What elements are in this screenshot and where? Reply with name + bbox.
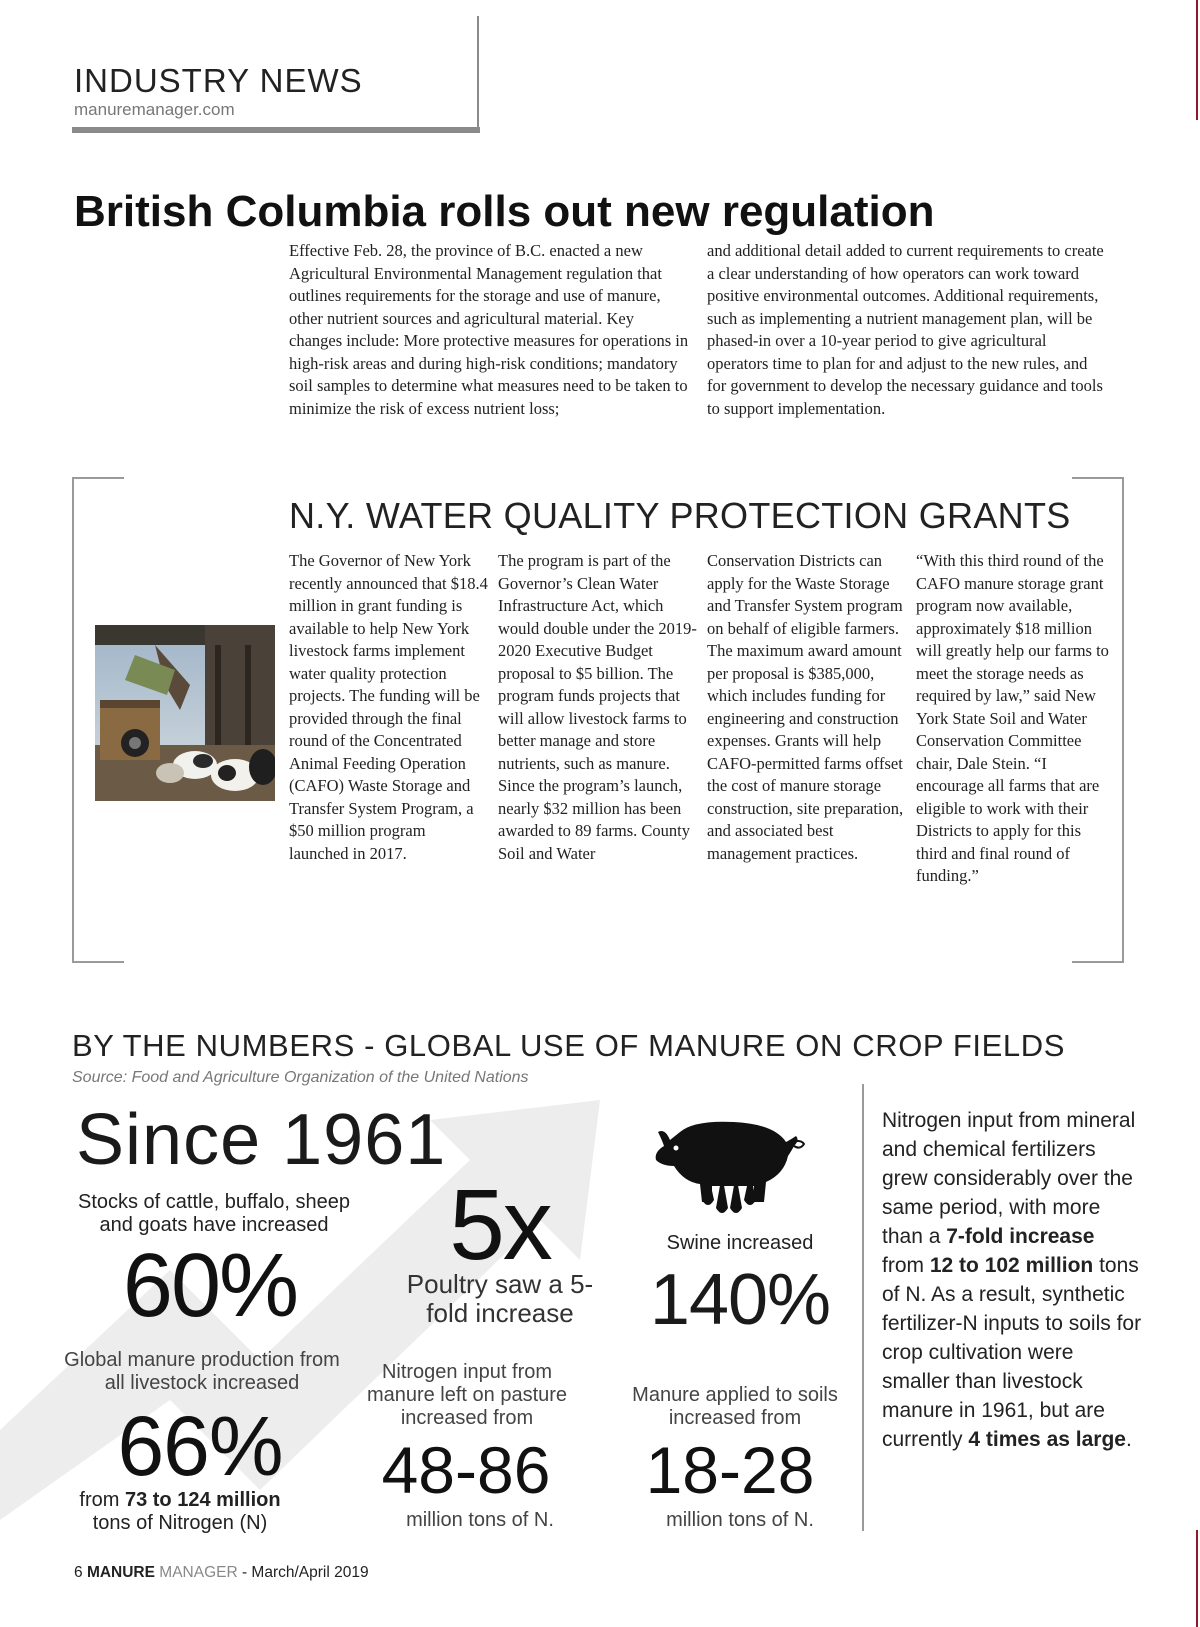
pasture-caption: Nitrogen input from manure left on pasture increased from: [366, 1361, 568, 1429]
bc-article-column-1: Effective Feb. 28, the province of B.C. enacted a new Agricultural Environmental Management regulation that outlines requirements for the storage and use of manure, other nutrient sources and agricultural material. Key changes include: More protective measures for operations in high-risk areas and during high-risk conditions; mandatory soil samples to determine what measures need to be taken to minimize the risk of excess nutrient loss;: [289, 241, 689, 418]
range-prefix: from: [79, 1489, 125, 1511]
ny-article-column-2: The program is part of the Governor’s Clean Water Infrastructure Act, which would double under the 2019-2020 Executive Budget proposal to $5 billion. The program funds projects that will allow livestock farms to better manage and store nutrients, such as manure. Since the program’s launch, nearly $32 million has been awarded to 89 farms. County Soil and Water: [498, 551, 697, 863]
manure-applied-unit: million tons of N.: [666, 1509, 814, 1531]
global-manure-caption: Global manure production from all livestock increased: [64, 1349, 340, 1394]
nitrogen-bold: 4 times as large: [968, 1428, 1126, 1451]
poultry-stat: 5x: [449, 1169, 551, 1281]
footer-brand-bold: MANURE: [86, 1564, 155, 1581]
ny-article-column-1: The Governor of New York recently announced that $18.4 million in grant funding is available to help New York livestock farms implement water quality protection projects. The funding will be provided through the final round of the Concentrated Animal Feeding Operation (CAFO) Waste Storage and Transfer System Program, a $50 million program launched in 2017.: [289, 551, 488, 863]
box-bracket-right: [1122, 477, 1124, 963]
pasture-unit: million tons of N.: [406, 1509, 554, 1531]
box-bracket-left-bottom: [72, 961, 124, 963]
swine-stat: 140%: [649, 1260, 831, 1340]
pasture-stat: 48-86: [381, 1433, 551, 1507]
box-bracket-left-top: [72, 477, 124, 479]
section-url: manuremanager.com: [74, 100, 235, 119]
section-title: INDUSTRY NEWS: [74, 62, 363, 99]
nitrogen-text: tons of N. As a result, synthetic fertilizer-N inputs to soils for crop cultivation were smaller than livestock manure in 1961, but are currently: [882, 1254, 1142, 1451]
header-divider: [477, 16, 479, 133]
page-footer: [74, 1563, 369, 1583]
section-header: [74, 62, 363, 120]
range-bold: 73 to 124 million: [124, 1489, 281, 1511]
box-bracket-right-top: [1072, 477, 1124, 479]
page-number: 6: [74, 1564, 83, 1581]
nitrogen-paragraph: [882, 1106, 1142, 1454]
stocks-stat: 60%: [122, 1236, 298, 1336]
ny-article-column-4: “With this third round of the CAFO manure storage grant program now available, approximately $18 million will greatly help our farms to meet the storage needs as required by law,” said New York State Soil and Water Conservation Committee chair, Dale Stein. “I encourage all farms that are eligible to work with their Districts to apply for this third and final round of funding.”: [916, 551, 1109, 885]
ny-article-column-3: Conservation Districts can apply for the Waste Storage and Transfer System program on behalf of eligible farmers. The maximum award amount per proposal is $385,000, which includes funding for engineering and construction expenses. Grants will help CAFO-permitted farms offset the cost of manure storage construction, site preparation, and associated best management practices.: [707, 551, 904, 863]
bc-article-headline: British Columbia rolls out new regulation: [74, 187, 935, 236]
page-edge-accent: [1196, 0, 1198, 120]
cattle-barn-photo: [95, 625, 275, 801]
global-manure-stat: 66%: [117, 1399, 283, 1493]
manure-applied-stat: 18-28: [645, 1433, 815, 1507]
nitrogen-text: Nitrogen input from mineral and chemical fertilizers grew considerably over the same period, with more than a: [882, 1109, 1136, 1248]
since-year: Since 1961: [76, 1100, 447, 1180]
range-suffix: tons of Nitrogen (N): [92, 1512, 268, 1534]
bc-article-column-2: and additional detail added to current requirements to create a clear understanding of how operators can work toward positive environmental outcomes. Additional requirements, such as implementing a nutrient management plan, will be phased-in over a 10-year period to give agricultural operators time to plan for and adjust to the new rules, and for government to develop the necessary guidance and tools to support implementation.: [707, 241, 1104, 418]
nitrogen-bold: 12 to 102 million: [929, 1254, 1094, 1277]
poultry-caption: Poultry saw a 5-fold increase: [406, 1269, 594, 1328]
box-bracket-left: [72, 477, 74, 963]
stats-divider: [862, 1084, 864, 1531]
nitrogen-text: from: [882, 1254, 930, 1277]
nitrogen-text: .: [1125, 1428, 1132, 1451]
numbers-source: Source: Food and Agriculture Organization of the United Nations: [72, 1069, 529, 1086]
header-rule: [72, 127, 480, 133]
ny-article-headline: N.Y. WATER QUALITY PROTECTION GRANTS: [289, 495, 1071, 536]
footer-brand-light: MANAGER: [159, 1564, 238, 1581]
page-edge-accent: [1196, 1530, 1198, 1627]
swine-caption: Swine increased: [666, 1232, 814, 1254]
pig-with-piglets-icon: [650, 1110, 820, 1220]
numbers-section-title: BY THE NUMBERS - GLOBAL USE OF MANURE ON CROP FIELDS: [72, 1028, 1065, 1063]
nitrogen-bold: 7-fold increase: [946, 1225, 1095, 1248]
box-bracket-right-bottom: [1072, 961, 1124, 963]
footer-issue: - March/April 2019: [241, 1564, 369, 1581]
stocks-caption: Stocks of cattle, buffalo, sheep and goats have increased: [77, 1191, 351, 1236]
manure-applied-caption: Manure applied to soils increased from: [632, 1384, 838, 1429]
global-manure-range: [60, 1489, 300, 1535]
